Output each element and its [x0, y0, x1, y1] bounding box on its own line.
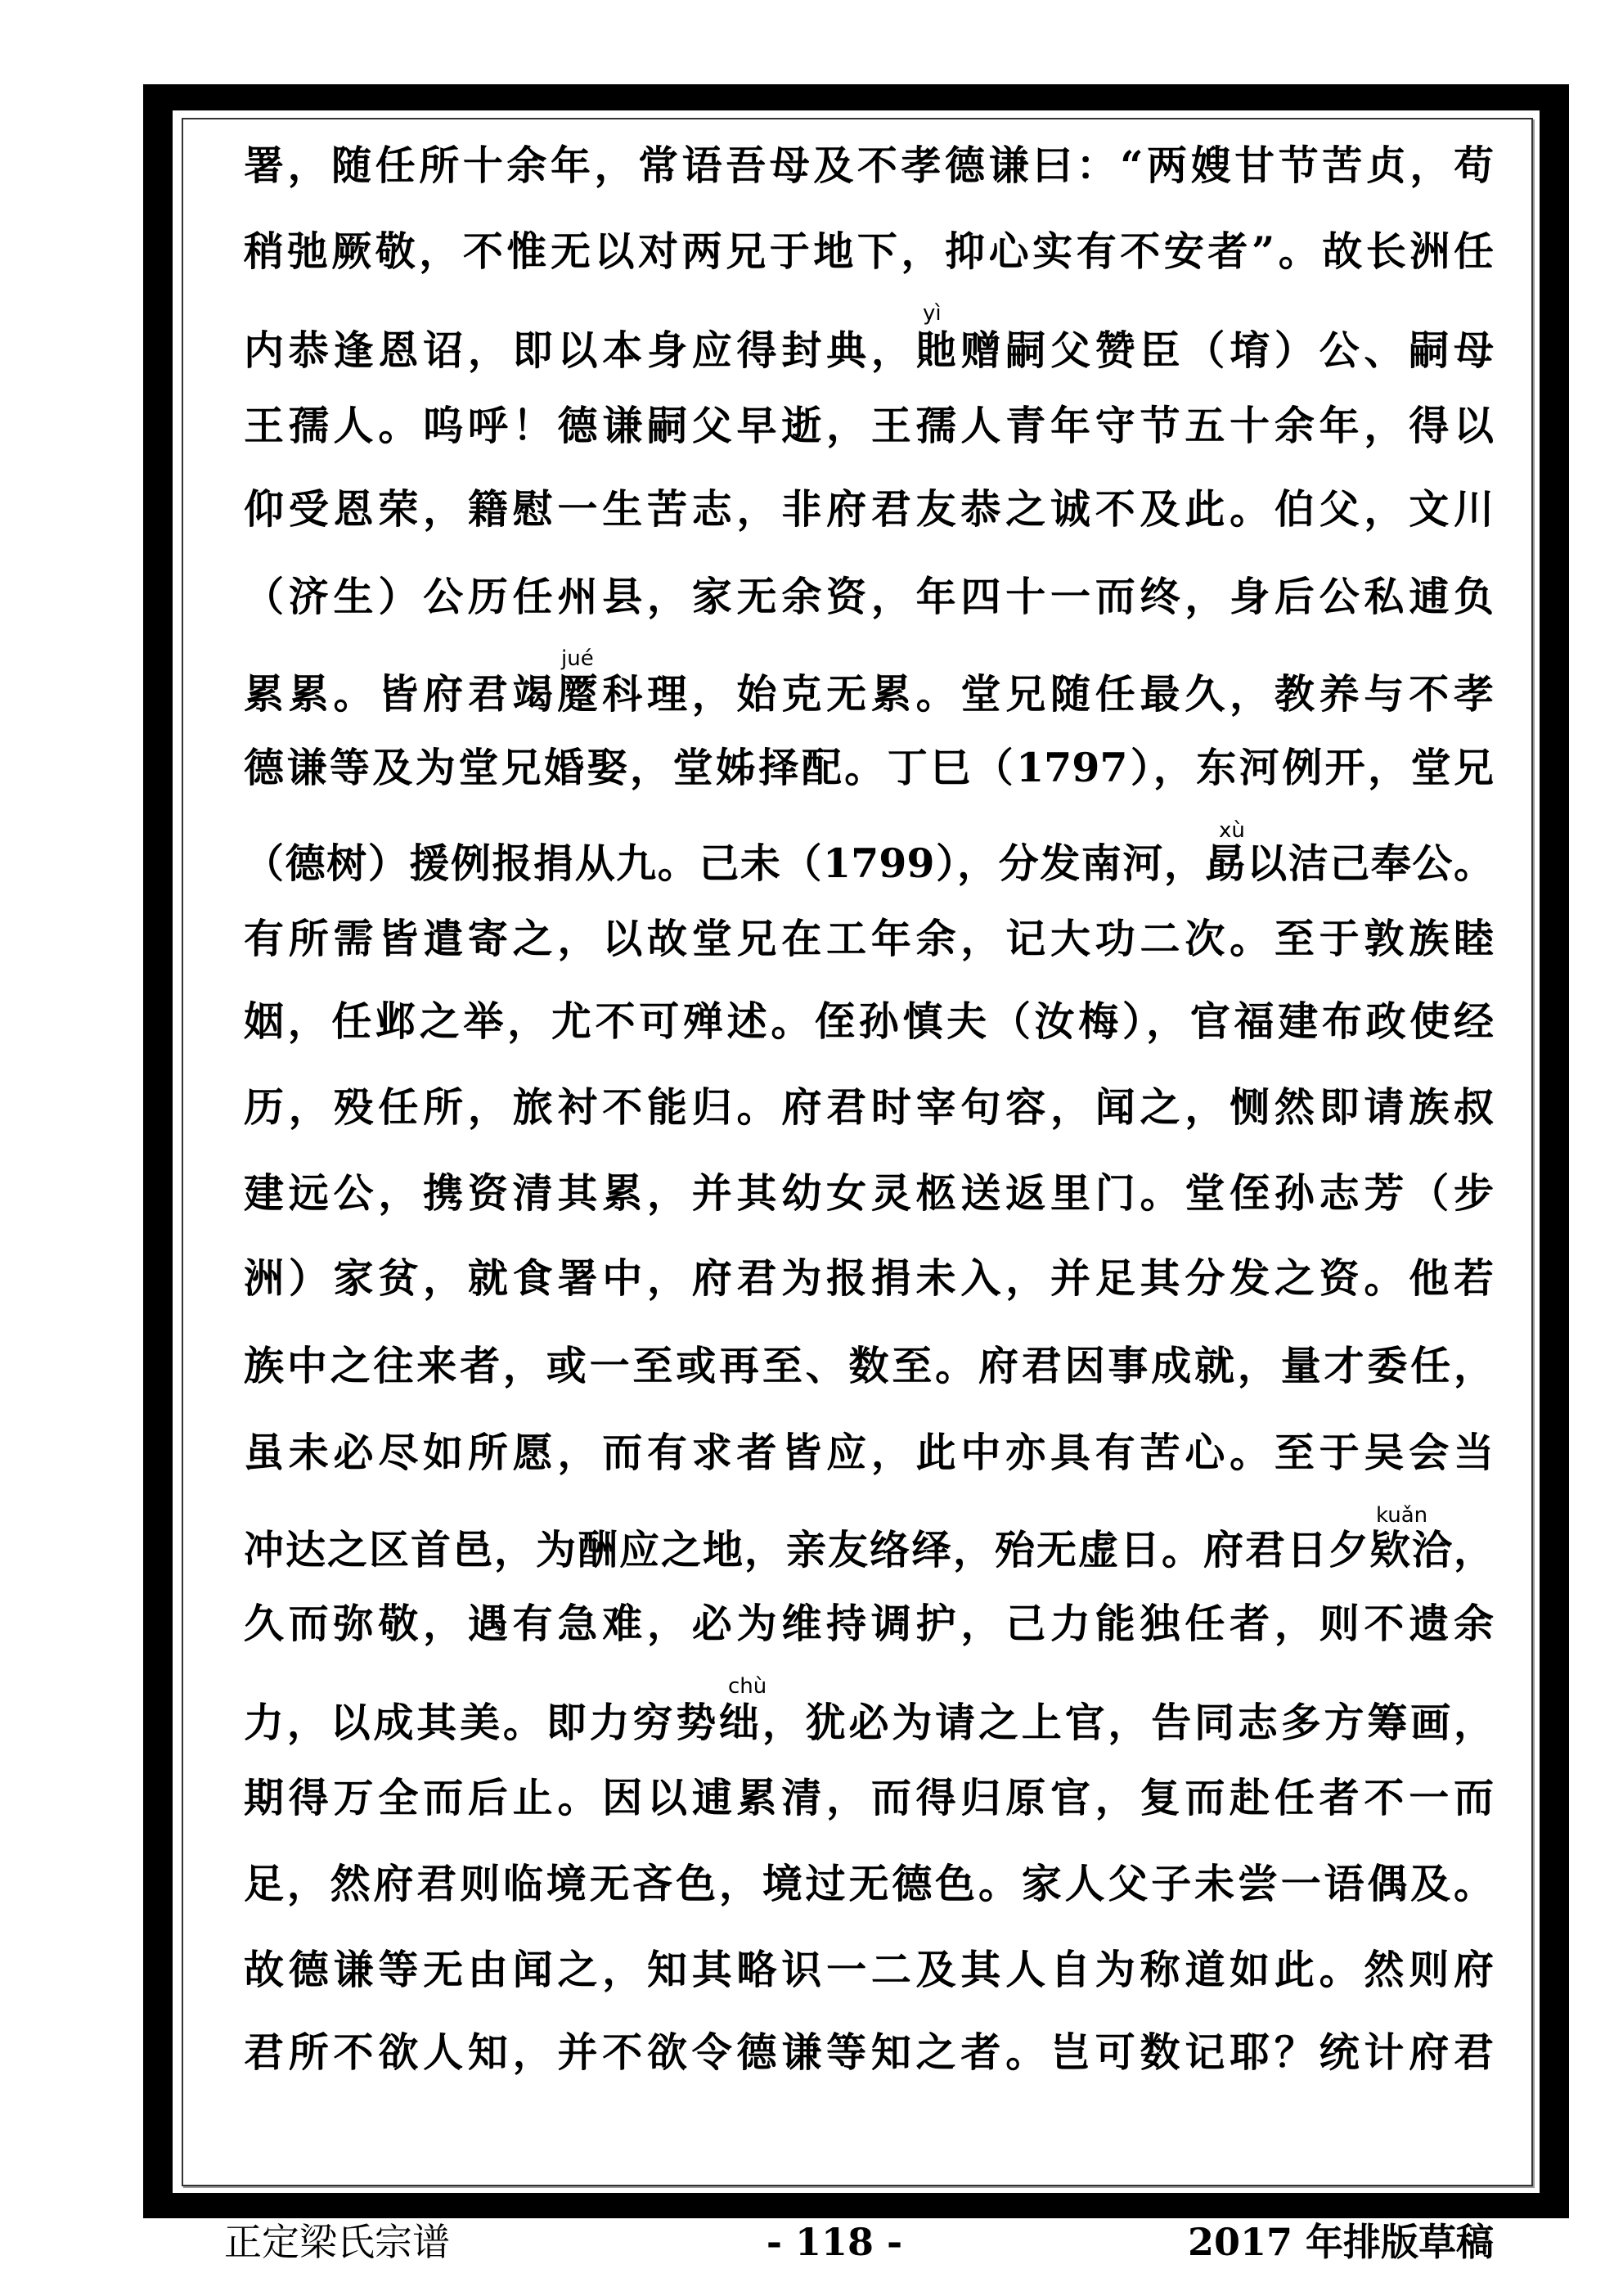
text-line: 冲达之区首邑，为酬应之地，亲友络绎，殆无虚日。府君日夕欵洽， — [244, 1526, 1494, 1573]
text-line: 期得万全而后止。因以逋累清，而得归原官，复而赴任者不一而 — [244, 1774, 1494, 1821]
text-line: 稍弛厥敬，不惟无以对两兄于地下，抑心实有不安者”。故长洲任 — [244, 227, 1494, 275]
text-line: 历，殁任所，旅衬不能归。府君时宰句容，闻之，恻然即请族叔 — [244, 1083, 1494, 1131]
text-line: 洲）家贫，就食署中，府君为报捐未入，并足其分发之资。他若 — [244, 1254, 1494, 1302]
text-line: 内恭逢恩诏，即以本身应得封典，貤赠嗣父赞臣（堉）公、嗣母 — [244, 326, 1494, 374]
pinyin-annotation: yì — [923, 301, 942, 326]
text-line: 久而弥敬，遇有急难，必为维持调护，己力能独任者，则不遗余 — [244, 1600, 1494, 1647]
text-line: 虽未必尽如所愿，而有求者皆应，此中亦具有苦心。至于吴会当 — [244, 1429, 1494, 1476]
text-line: 足，然府君则临境无吝色，境过无德色。家人父子未尝一语偶及。 — [244, 1860, 1494, 1907]
text-line: 君所不欲人知，并不欲令德谦等知之者。岂可数记耶？统计府君 — [244, 2028, 1494, 2076]
text-line: 建远公，携资清其累，并其幼女灵柩送返里门。堂侄孙志芳（步 — [244, 1169, 1494, 1217]
text-line: （德树）援例报捐从九。己未（1799），分发南河，勗以洁己奉公。 — [244, 840, 1494, 887]
footer-draft-note: 2017 年排版草稿 — [1187, 2220, 1494, 2264]
text-line: （济生）公历任州县，家无余资，年四十一而终，身后公私逋负 — [244, 573, 1494, 620]
footer-page-number: - 118 - — [766, 2220, 903, 2264]
text-line: 署，随任所十余年，常语吾母及不孝德谦曰：“两嫂甘节苦贞，苟 — [244, 142, 1494, 189]
text-line: 族中之往来者，或一至或再至、数至。府君因事成就，量才委任， — [244, 1342, 1494, 1389]
text-line: 王孺人。呜呼！德谦嗣父早逝，王孺人青年守节五十余年，得以 — [244, 402, 1494, 449]
text-line: 姻，任邺之举，尤不可殚述。侄孙慎夫（汝梅），官福建布政使经 — [244, 997, 1494, 1045]
text-line: 力，以成其美。即力穷势绌，犹必为请之上官，告同志多方筹画， — [244, 1699, 1494, 1746]
text-line: 有所需皆遣寄之，以故堂兄在工年余，记大功二次。至于敦族睦 — [244, 915, 1494, 962]
text-line: 故德谦等无由闻之，知其略识一二及其人自为称道如此。然则府 — [244, 1946, 1494, 1993]
text-line: 德谦等及为堂兄婚娶，堂姊择配。丁巳（1797），东河例开，堂兄 — [244, 744, 1494, 791]
pinyin-annotation: jué — [561, 646, 594, 671]
pinyin-annotation: xù — [1219, 818, 1245, 843]
footer-book-title: 正定梁氏宗谱 — [224, 2220, 450, 2264]
text-line: 仰受恩荣，籍慰一生苦志，非府君友恭之诚不及此。伯父，文川 — [244, 485, 1494, 533]
text-line: 累累。皆府君竭蹷科理，始克无累。堂兄随任最久，教养与不孝 — [244, 670, 1494, 718]
pinyin-annotation: chù — [728, 1674, 767, 1699]
pinyin-annotation: kuǎn — [1376, 1503, 1428, 1528]
